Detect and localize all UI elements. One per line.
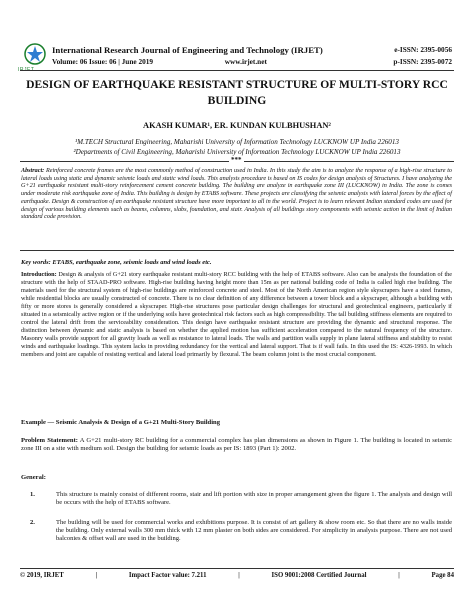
separator-stars: *** [231, 156, 242, 164]
footer-page-number: Page 84 [431, 572, 454, 579]
abstract [21, 168, 452, 222]
page-footer [20, 572, 454, 579]
general-heading: General: [21, 474, 46, 481]
footer-copyright: © 2019, IRJET [20, 572, 64, 579]
footer-iso: ISO 9001:2008 Certified Journal [271, 572, 367, 579]
introduction-text: Design & analysis of G+21 story earthquake resistant multi-story RCC building with the help of ETABS software. Also can be analysis the foundation of the structure with the help of STAAD-PRO software. High-rise building having height more than 15m as per national building code of India is called high rise building. The materials used for the structural system of high-rise buildings are reinforced concrete and steel. Most of the North American region style skyscrapers have a steel frames, while residential blocks are usually constructed of concrete. There is no clear definition of any difference between a tower block and a skyscraper, although a building with fifty or more stores is generally considered a skyscraper. High-rise structures pose particular design challenges for structural and geotechnical engineers, particularly if situated in a seismically active region or if the underlying soils have geotechnical risk factors such as high compressibility. The tall building stiffness elements are required to control the lateral drift from the serviceability consideration. This design have earthquake resistant structure are providing the dynamic and structural response. The distinction between dynamic and static analysis is based on whether the applied motion has sufficient acceleration compared to the natural frequency of the structure. Masonry walls provide support for all gravity loads as well as resistance to lateral loads. The walls and partition walls supply in plane lateral stiffness and stability to resist winds and earthquake loadings. This system lacks in providing redundancy for the vertical and lateral support. That is if wall fails. In this used the IS: 4326-1993. In which members and joint are capable of resisting vertical and lateral load primarily by flexural. The beam column joint is the most crucial component. [21, 271, 452, 358]
footer-rule [20, 568, 454, 569]
list-item [21, 491, 452, 507]
problem-text: A G+21 multi-story RC building for a commercial complex has plan dimensions as shown in Figure 1. The building is located in seismic zone III on a site with medium soil. Design the building for seismic loads as per IS: 1893 (Part 1): 2002. [21, 437, 452, 453]
irjet-logo-icon [24, 43, 46, 65]
footer-separator: | [398, 572, 400, 579]
e-issn: e-ISSN: 2395-0056 [394, 45, 452, 54]
journal-name: International Research Journal of Engineering and Technology (IRJET) [52, 45, 323, 55]
list-item [21, 519, 452, 544]
list-item-number: 2. [30, 519, 35, 526]
keywords-label: Key words: [21, 259, 51, 266]
abstract-label: Abstract: [21, 168, 45, 174]
introduction-label: Introduction: [21, 271, 57, 278]
footer-impact-factor: Impact Factor value: 7.211 [128, 572, 207, 579]
paper-title: DESIGN OF EARTHQUAKE RESISTANT STRUCTURE OF MULTI-STORY RCC BUILDING [26, 78, 448, 107]
footer-separator: | [95, 572, 98, 579]
paper-authors: AKASH KUMAR¹, ER. KUNDAN KULBHUSHAN² [143, 121, 331, 130]
header-rule [20, 70, 454, 71]
list-item-text: This structure is mainly consist of different rooms, stair and lift portion with size in proper arrangement given the figure 1. The analysis and design will be occurs with the help of ETABS software. [56, 491, 452, 507]
abstract-text: Reinforced concrete frames are the most commonly method of construction used in India. In this study the aim is to analyze the response of a high-rise structure to lateral loads using static and dynamic seismic loads and static wind loads. This analysis procedure is based on IS codes for design analysis of Structures. I have analyzing the G+21 earthquake resistant multi-story reinforcement cement concrete building. The building are analyze in earthquake zone III (LUCKNOW) in India. The zone is comes under moderate risk earthquake zone of India. This building is design by ETABS software. These projects are classifying the seismic analysis with lateral forces by the effect of earthquake. Design & construction of an earthquake resistant structure have more important to all in the world. Project is to learn relevant Indian standard codes are used for design of various building elements such as beams, columns, slabs, foundation, and stair. Analysis of all buildings story components with seismic action in the limit of Indian standard code provision. [21, 168, 452, 221]
volume-issue: Volume: 06 Issue: 06 | June 2019 [52, 57, 154, 66]
website-link[interactable]: www.irjet.net [224, 57, 267, 66]
affiliation-1: ¹M.TECH Structural Engineering, Maharishi University of Information Technology LUCKNOW UP India 226013 [75, 138, 399, 146]
list-item-number: 1. [30, 491, 35, 498]
p-issn: p-ISSN: 2395-0072 [393, 57, 452, 66]
introduction [21, 271, 452, 358]
keywords-text: ETABS, earthquake zone, seismic loads and wind loads etc. [52, 259, 212, 266]
abstract-rule [20, 250, 454, 251]
problem-label: Problem Statement: [21, 437, 78, 444]
affiliation-2: ²Departments of Civil Engineering, Maharishi University of Information Technology LUCKNOW UP India 226013 [73, 148, 401, 156]
problem-statement [21, 437, 452, 453]
logo-text: IRJET [18, 67, 35, 73]
list-item-text: The building will be used for commercial works and exhibitions purpose. It is consist of art gallery & show room etc. So that there are no walls inside the building. Only external walls 300 mm thick with 12 mm plaster on both sides are considered. For simplicity in analysis purpose. There are not used balconies & offset wall are used in the building. [56, 519, 452, 543]
volume-line [52, 57, 267, 66]
example-heading: Example — Seismic Analysis & Design of a G+21 Multi-Story Building [21, 419, 221, 426]
keywords [21, 259, 452, 266]
footer-separator: | [238, 572, 240, 579]
